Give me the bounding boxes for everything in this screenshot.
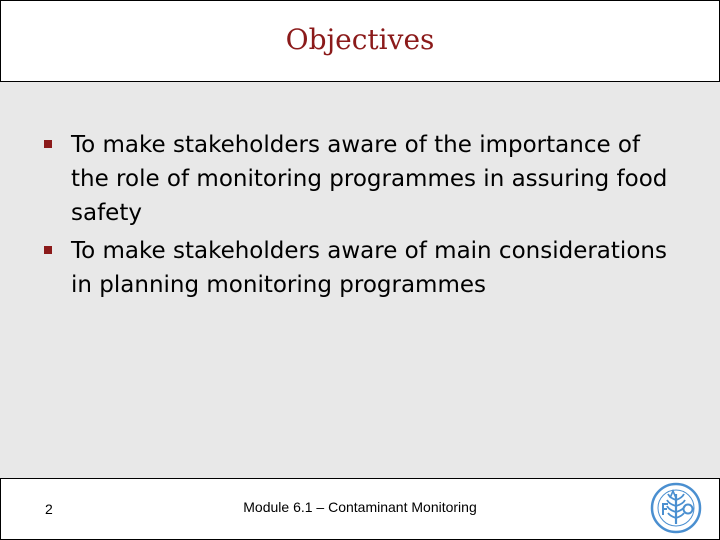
module-label: Module 6.1 – Contaminant Monitoring [243,499,477,515]
title-bar [0,0,720,82]
square-bullet-icon [44,246,52,254]
bullet-item [44,128,684,230]
fao-logo-icon [650,482,702,534]
square-bullet-icon [44,140,52,148]
bullet-text: To make stakeholders aware of the importance of the role of monitoring programmes in assuring food safety [71,132,668,226]
bullet-text: To make stakeholders aware of main considerations in planning monitoring programmes [71,238,667,298]
slide-title: Objectives [285,22,435,56]
bullet-list [44,128,684,306]
bullet-item [44,234,684,302]
page-number: 2 [45,501,53,517]
footer [0,478,720,540]
